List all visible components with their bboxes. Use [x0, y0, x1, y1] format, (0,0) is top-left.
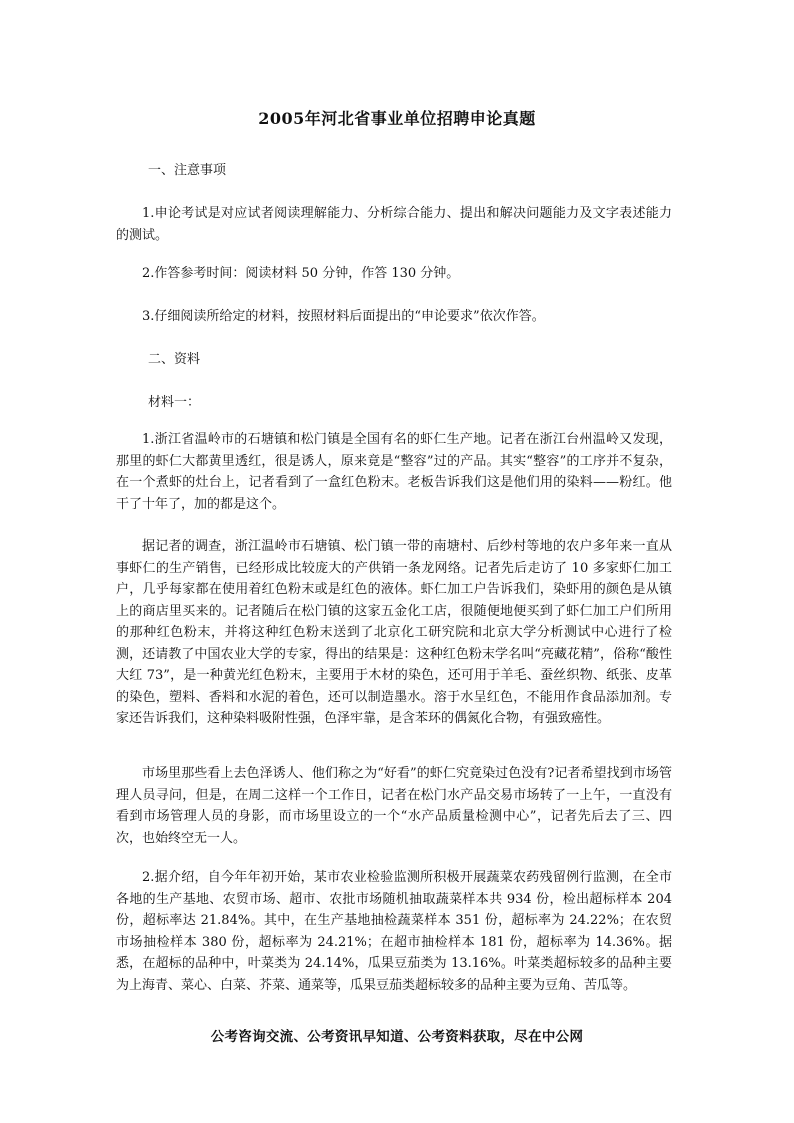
page-title: 2005年河北省事业单位招聘申论真题 — [258, 109, 536, 128]
page-footer: 公考咨询交流、公考资讯早知道、公考资料获取，尽在中公网 — [210, 1029, 584, 1045]
material-paragraph: 市场里那些看上去色泽诱人、他们称之为“好看”的虾仁究竟染过色没有?记者希望找到市场管理人员寻问，但是，在周二这样一个工作日，记者在松门水产品交易市场转了一上午，一直没有看到市场管理人员的身影，而市场里设立的一个“水产品质量检测中心”，记者先后去了三、四次，也始终空无一人。 — [116, 766, 672, 846]
material-paragraph: 1.浙江省温岭市的石塘镇和松门镇是全国有名的虾仁生产地。记者在浙江台州温岭又发现，那里的虾仁大都黄里透红，很是诱人，原来竟是“整容”过的产品。其实“整容”的工序并不复杂，在一个煮虾的灶台上，记者看到了一盒红色粉末。老板告诉我们这是他们用的染料——粉红。他干了十年了，加的都是这个。 — [116, 432, 672, 512]
material-paragraph: 据记者的调查，浙江温岭市石塘镇、松门镇一带的南塘村、后纱村等地的农户多年来一直从事虾仁的生产销售，已经形成比较庞大的产供销一条龙网络。记者先后走访了 10 多家虾仁加工户，几乎每家都在使用着红色粉末或是红色的液体。虾仁加工户告诉我们，染虾用的颜色是从镇上的商店里买来的。记者随后在松门镇的这家五金化工店，很随便地便买到了虾仁加工户们所用的那种红色粉末，并将这种红色粉末送到了北京化工研究院和北京大学分析测试中心进行了检测，还请教了中国农业大学的专家，得出的结果是：这种红色粉末学名叫“亮藏花精”，俗称“酸性大红 73”，是一种黄光红色粉末，主要用于木材的染色，还可用于羊毛、蚕丝织物、纸张、皮革的染色，塑料、香料和水泥的着色，还可以制造墨水。溶于水呈红色，不能用作食品添加剂。专家还告诉我们，这种染料吸附性强，色泽牢靠，是含苯环的偶氮化合物，有强致癌性。 — [116, 539, 672, 726]
notice-item-1: 1.申论考试是对应试者阅读理解能力、分析综合能力、提出和解决问题能力及文字表述能力的测试。 — [116, 206, 672, 243]
material-paragraph: 2.据介绍，自今年年初开始，某市农业检验监测所积极开展蔬菜农药残留例行监测，在全市各地的生产基地、农贸市场、超市、农批市场随机抽取蔬菜样本共 934 份，检出超标样本 204 份，超标率达 21.84%。其中，在生产基地抽检蔬菜样本 351 份，超标率为 24.22%；在农贸市场抽检样本 380 份，超标率为 24.21%；在超市抽检样本 181 份，超标率为 14.36%。据悉，在超标的品种中，叶菜类为 24.14%，瓜果豆茄类为 13.16%。叶菜类超标较多的品种主要为上海青、菜心、白菜、芥菜、通菜等，瓜果豆茄类超标较多的品种主要为豆角、苦瓜等。 — [116, 870, 672, 993]
material-label: 材料一： — [148, 395, 201, 410]
notice-item-3: 3.仔细阅读所给定的材料，按照材料后面提出的“申论要求”依次作答。 — [142, 309, 545, 324]
notice-item-2: 2.作答参考时间：阅读材料 50 分钟，作答 130 分钟。 — [142, 266, 460, 281]
section-heading-materials: 二、资料 — [148, 352, 201, 367]
section-heading-notice: 一、注意事项 — [148, 163, 227, 178]
